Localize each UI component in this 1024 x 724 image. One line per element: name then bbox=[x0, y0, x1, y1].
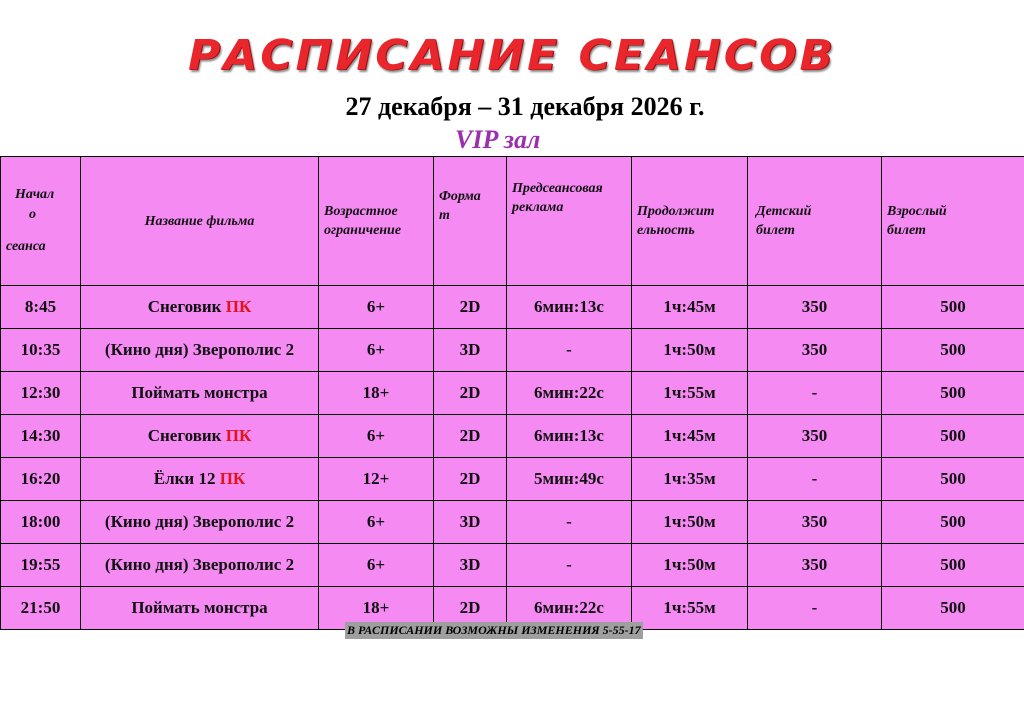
header-row bbox=[1, 157, 1024, 286]
header-age-label: Возрастное ограничение bbox=[324, 204, 402, 238]
table-row bbox=[1, 372, 1024, 415]
cell-age: 18+ bbox=[319, 587, 434, 630]
header-ad-label: Предсеансовая реклама bbox=[512, 181, 603, 215]
cell-child-price: 350 bbox=[748, 415, 882, 458]
header-child-ticket bbox=[748, 157, 882, 286]
cell-age: 6+ bbox=[319, 286, 434, 329]
date-range: 27 декабря – 31 декабря 2026 г. bbox=[345, 92, 705, 121]
cell-format: 2D bbox=[434, 587, 507, 630]
table-row bbox=[1, 329, 1024, 372]
cell-ad: 5мин:49с bbox=[507, 458, 632, 501]
cell-adult-price: 500 bbox=[882, 286, 1024, 329]
cell-child-price: 350 bbox=[748, 544, 882, 587]
cell-adult-price: 500 bbox=[882, 329, 1024, 372]
cell-time: 21:50 bbox=[1, 587, 81, 630]
film-title: Ёлки 12 bbox=[153, 469, 216, 488]
header-adult-label: Взрослый билет bbox=[887, 204, 947, 238]
pk-badge: ПК bbox=[225, 426, 252, 445]
header-start-line2: о bbox=[29, 207, 36, 222]
cell-film bbox=[81, 372, 319, 415]
cell-adult-price: 500 bbox=[882, 587, 1024, 630]
header-duration-line1: Продолжит bbox=[637, 204, 715, 219]
cell-time: 18:00 bbox=[1, 501, 81, 544]
cell-ad: 6мин:22с bbox=[507, 372, 632, 415]
cell-film bbox=[81, 544, 319, 587]
cell-age: 6+ bbox=[319, 501, 434, 544]
cell-duration: 1ч:35м bbox=[632, 458, 748, 501]
cell-child-price: 350 bbox=[748, 329, 882, 372]
cell-film bbox=[81, 501, 319, 544]
cell-age: 6+ bbox=[319, 415, 434, 458]
cell-child-price: - bbox=[748, 458, 882, 501]
cell-time: 16:20 bbox=[1, 458, 81, 501]
cell-format: 3D bbox=[434, 501, 507, 544]
table-row bbox=[1, 415, 1024, 458]
film-title: Поймать монстра bbox=[131, 383, 268, 402]
cell-child-price: - bbox=[748, 587, 882, 630]
cell-time: 8:45 bbox=[1, 286, 81, 329]
header-format bbox=[434, 157, 507, 286]
cell-duration: 1ч:45м bbox=[632, 286, 748, 329]
cell-child-price: 350 bbox=[748, 286, 882, 329]
film-title: (Кино дня) Зверополис 2 bbox=[104, 555, 295, 574]
header-start-line1: Начал bbox=[15, 187, 55, 202]
cell-time: 19:55 bbox=[1, 544, 81, 587]
film-title: Снеговик bbox=[147, 297, 222, 316]
header-duration bbox=[632, 157, 748, 286]
header-start-line3: сеанса bbox=[6, 239, 46, 254]
table-row bbox=[1, 501, 1024, 544]
schedule-change-note: В РАСПИСАНИИ ВОЗМОЖНЫ ИЗМЕНЕНИЯ 5-55-17 bbox=[347, 623, 641, 637]
cell-ad: 6мин:13с bbox=[507, 286, 632, 329]
cell-adult-price: 500 bbox=[882, 372, 1024, 415]
header-film bbox=[81, 157, 319, 286]
cell-format: 3D bbox=[434, 544, 507, 587]
cell-child-price: - bbox=[748, 372, 882, 415]
film-title: (Кино дня) Зверополис 2 bbox=[104, 340, 295, 359]
cell-time: 14:30 bbox=[1, 415, 81, 458]
film-title: Снеговик bbox=[147, 426, 222, 445]
header-age bbox=[319, 157, 434, 286]
header-ad bbox=[507, 157, 632, 286]
cell-format: 2D bbox=[434, 286, 507, 329]
cell-age: 6+ bbox=[319, 329, 434, 372]
cell-duration: 1ч:55м bbox=[632, 587, 748, 630]
cell-child-price: 350 bbox=[748, 501, 882, 544]
cell-ad: 6мин:13с bbox=[507, 415, 632, 458]
header-adult-ticket bbox=[882, 157, 1024, 286]
cell-adult-price: 500 bbox=[882, 544, 1024, 587]
cell-film bbox=[81, 286, 319, 329]
cell-time: 12:30 bbox=[1, 372, 81, 415]
table-row bbox=[1, 544, 1024, 587]
page-title: РАСПИСАНИЕ СЕАНСОВ bbox=[187, 31, 837, 80]
cell-time: 10:35 bbox=[1, 329, 81, 372]
header-format-line2: т bbox=[439, 208, 450, 223]
cell-age: 12+ bbox=[319, 458, 434, 501]
cell-ad: - bbox=[507, 329, 632, 372]
cell-ad: - bbox=[507, 501, 632, 544]
film-title: Поймать монстра bbox=[131, 598, 268, 617]
cell-duration: 1ч:50м bbox=[632, 501, 748, 544]
cell-film bbox=[81, 415, 319, 458]
header-start bbox=[1, 157, 81, 286]
cell-ad: - bbox=[507, 544, 632, 587]
cell-duration: 1ч:55м bbox=[632, 372, 748, 415]
hall-name: VIP зал bbox=[455, 125, 541, 154]
film-title: (Кино дня) Зверополис 2 bbox=[104, 512, 295, 531]
cell-adult-price: 500 bbox=[882, 415, 1024, 458]
cell-ad: 6мин:22с bbox=[507, 587, 632, 630]
header-film-label: Название фильма bbox=[144, 213, 255, 229]
cell-duration: 1ч:50м bbox=[632, 544, 748, 587]
cell-film bbox=[81, 458, 319, 501]
cell-film bbox=[81, 587, 319, 630]
cell-age: 18+ bbox=[319, 372, 434, 415]
table-row bbox=[1, 286, 1024, 329]
header-format-line1: Форма bbox=[439, 189, 481, 204]
header-duration-line2: ельность bbox=[637, 223, 695, 238]
schedule-table bbox=[0, 156, 1024, 630]
cell-film bbox=[81, 329, 319, 372]
cell-adult-price: 500 bbox=[882, 458, 1024, 501]
cell-format: 2D bbox=[434, 372, 507, 415]
cell-format: 3D bbox=[434, 329, 507, 372]
cell-format: 2D bbox=[434, 415, 507, 458]
cell-duration: 1ч:45м bbox=[632, 415, 748, 458]
cell-duration: 1ч:50м bbox=[632, 329, 748, 372]
pk-badge: ПК bbox=[219, 469, 246, 488]
table-row bbox=[1, 458, 1024, 501]
cell-format: 2D bbox=[434, 458, 507, 501]
header-child-label: Детский билет bbox=[756, 204, 812, 238]
pk-badge: ПК bbox=[225, 297, 252, 316]
cell-adult-price: 500 bbox=[882, 501, 1024, 544]
cell-age: 6+ bbox=[319, 544, 434, 587]
